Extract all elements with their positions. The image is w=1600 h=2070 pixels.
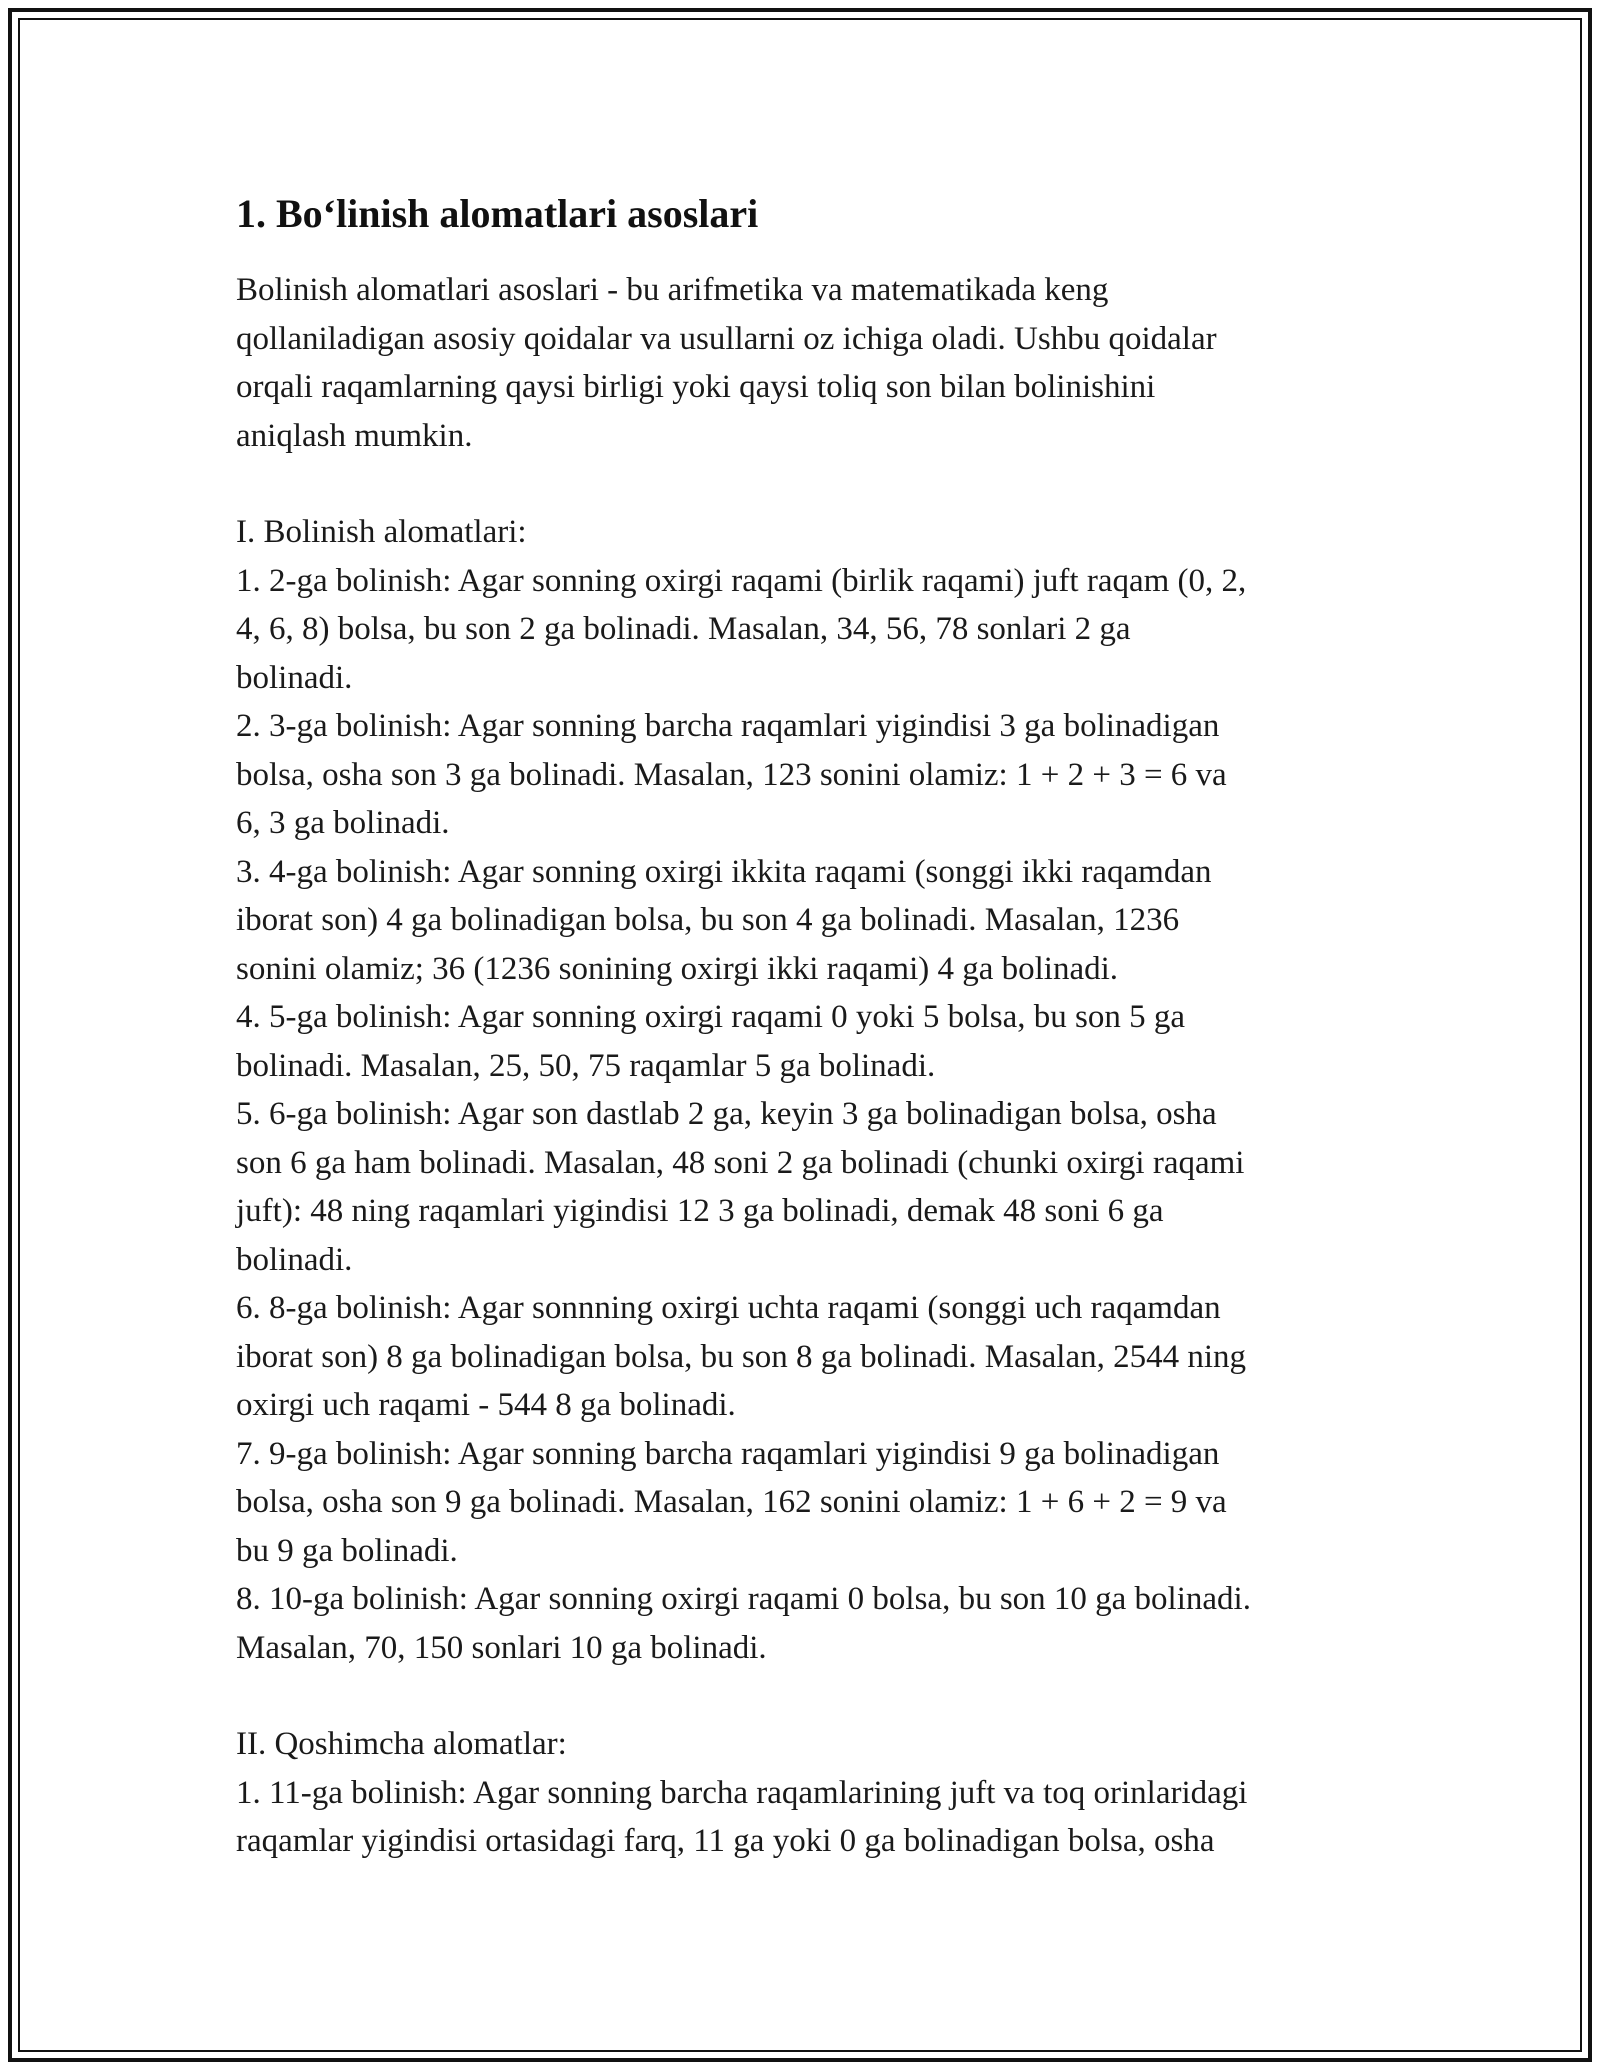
list-item: 4. 5-ga bolinish: Agar sonning oxirgi raqami 0 yoki 5 bolsa, bu son 5 ga bolinadi. Masalan, 25, 50, 75 raqamlar 5 ga bolinadi. xyxy=(236,999,1185,1084)
document-title: 1. Bo‘linish alomatlari asoslari xyxy=(236,191,759,236)
list-item: 1. 2-ga bolinish: Agar sonning oxirgi raqami (birlik raqami) juft raqam (0, 2, 4, 6, 8) bolsa, bu son 2 ga bolinadi. Masalan, 34, 56, 78 sonlari 2 ga bolinadi. xyxy=(236,562,1247,696)
section-heading: I. Bolinish alomatlari: xyxy=(236,514,527,550)
section-additional-rules xyxy=(236,1720,1386,1866)
list-item: 2. 3-ga bolinish: Agar sonning barcha raqamlari yigindisi 3 ga bolinadigan bolsa, osha son 3 ga bolinadi. Masalan, 123 sonini olamiz: 1 + 2 + 3 = 6 va 6, 3 ga bolinadi. xyxy=(236,708,1227,841)
list-item: 8. 10-ga bolinish: Agar sonning oxirgi raqami 0 bolsa, bu son 10 ga bolinadi. Masalan, 70, 150 sonlari 10 ga bolinadi. xyxy=(236,1581,1251,1666)
list-item: 5. 6-ga bolinish: Agar son dastlab 2 ga, keyin 3 ga bolinadigan bolsa, osha son 6 ga ham bolinadi. Masalan, 48 soni 2 ga bolinadi (chunki oxirgi raqami juft): 48 ning raqamlari yigindisi 12 3 ga bolinadi, demak 48 soni 6 ga bolinadi. xyxy=(236,1096,1245,1278)
list-item: 3. 4-ga bolinish: Agar sonning oxirgi ikkita raqami (songgi ikki raqamdan iborat son) 4 ga bolinadigan bolsa, bu son 4 ga bolinadi. Masalan, 1236 sonini olamiz; 36 (1236 sonining oxirgi ikki raqami) 4 ga bolinadi. xyxy=(236,853,1212,987)
section-divisibility-rules xyxy=(236,508,1386,1672)
list-item: 1. 11-ga bolinish: Agar sonning barcha raqamlarining juft va toq orinlaridagi raqamlar yigindisi ortasidagi farq, 11 ga yoki 0 ga bolinadigan bolsa, osha xyxy=(236,1774,1248,1859)
list-item: 7. 9-ga bolinish: Agar sonning barcha raqamlari yigindisi 9 ga bolinadigan bolsa, osha son 9 ga bolinadi. Masalan, 162 sonini olamiz: 1 + 6 + 2 = 9 va bu 9 ga bolinadi. xyxy=(236,1435,1227,1569)
list-item: 6. 8-ga bolinish: Agar sonnning oxirgi uchta raqami (songgi uch raqamdan iborat son) 8 ga bolinadigan bolsa, bu son 8 ga bolinadi. Masalan, 2544 ning oxirgi uch raqami - 544 8 ga bolinadi. xyxy=(236,1290,1247,1423)
section-heading: II. Qoshimcha alomatlar: xyxy=(236,1726,567,1762)
document-body xyxy=(236,188,1386,1866)
intro-paragraph: Bolinish alomatlari asoslari - bu arifmetika va matematikada keng qollaniladigan asosiy qoidalar va usullarni oz ichiga oladi. Ushbu qoidalar orqali raqamlarning qaysi birligi yoki qaysi toliq son bilan bolinishini aniqlash mumkin. xyxy=(236,272,1217,454)
